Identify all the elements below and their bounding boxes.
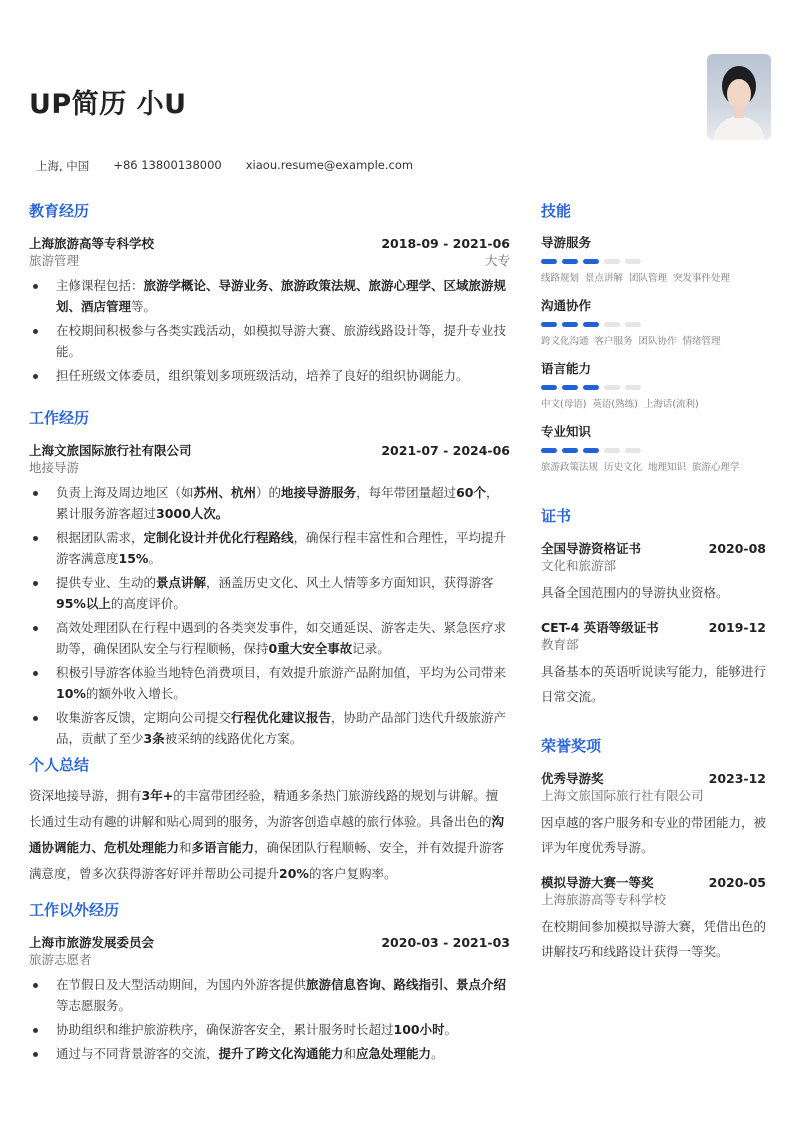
certs-section xyxy=(541,505,766,735)
skill-tag: 旅游心理学 xyxy=(692,462,740,473)
bullet-item: 积极引导游客体验当地特色消费项目，有效提升旅游产品附加值，平均为公司带来10%的额外收入增长。 xyxy=(29,662,510,704)
skill-tag: 上海话(流利) xyxy=(643,399,699,410)
section-title: 荣誉奖项 xyxy=(541,737,602,755)
level-dot xyxy=(604,385,620,390)
skill-tags xyxy=(541,459,766,473)
level-dot xyxy=(541,322,557,327)
skill-tag: 地理知识 xyxy=(648,462,687,473)
level-dot xyxy=(562,322,578,327)
level-dot xyxy=(541,259,557,264)
level-dot xyxy=(541,448,557,453)
level-dot xyxy=(625,385,641,390)
skill-tag: 历史文化 xyxy=(604,462,643,473)
skill-item xyxy=(541,298,766,347)
level-dot xyxy=(562,448,578,453)
level-dot xyxy=(604,259,620,264)
role: 旅游志愿者 xyxy=(29,952,92,967)
entry-head xyxy=(541,874,766,891)
profile-photo xyxy=(707,54,771,140)
level-dot xyxy=(562,385,578,390)
bullet-item: 根据团队需求，定制化设计并优化行程路线，确保行程丰富性和合理性，平均提升游客满意度15%。 xyxy=(29,527,510,569)
bullet-list xyxy=(29,974,510,1064)
item-issuer: 文化和旅游部 xyxy=(541,558,617,573)
level-dot xyxy=(625,322,641,327)
skill-level xyxy=(541,448,766,453)
item-date: 2020-05 xyxy=(708,875,766,890)
extra-section xyxy=(29,899,510,1064)
education-section xyxy=(29,200,510,407)
entry-sub xyxy=(29,459,510,476)
skill-tag: 景点讲解 xyxy=(585,273,624,284)
item-name: CET-4 英语等级证书 xyxy=(541,620,659,635)
skill-tag: 英语(熟练) xyxy=(592,399,638,410)
level-dot xyxy=(625,448,641,453)
level-dot xyxy=(604,448,620,453)
dates: 2021-07 - 2024-06 xyxy=(381,443,510,458)
item-issuer: 上海文旅国际旅行社有限公司 xyxy=(541,788,704,803)
entry-sub xyxy=(29,951,510,968)
award-item xyxy=(541,770,766,860)
skill-tag: 团队协作 xyxy=(638,336,677,347)
level-dot xyxy=(562,259,578,264)
role: 地接导游 xyxy=(29,460,80,475)
bullet-item: 主修课程包括：旅游学概论、导游业务、旅游政策法规、旅游心理学、区域旅游规划、酒店管理等。 xyxy=(29,275,510,317)
resume-name: UP简历 小U xyxy=(29,89,187,120)
phone: +86 13800138000 xyxy=(113,158,222,172)
skill-item xyxy=(541,235,766,284)
item-desc: 在校期间参加模拟导游大赛，凭借出色的讲解技巧和线路设计获得一等奖。 xyxy=(541,919,767,959)
level-dot xyxy=(583,385,599,390)
entry-head xyxy=(541,619,766,636)
summary-section xyxy=(29,754,510,899)
summary-text: 资深地接导游，拥有3年+的丰富带团经验，精通多条热门旅游线路的规划与讲解。擅长通过生动有趣的讲解和贴心周到的服务，为游客创造卓越的旅行体验。具备出色的沟通协调能力、危机处理能力和多语言能力，确保团队行程顺畅、安全，并有效提升游客满意度，曾多次获得游客好评并帮助公司提升20%的客户复购率。 xyxy=(29,788,505,881)
item-date: 2020-08 xyxy=(708,541,766,556)
awards-section xyxy=(541,735,766,964)
skill-name: 语言能力 xyxy=(541,361,592,376)
school-name: 上海旅游高等专科学校 xyxy=(29,236,155,251)
skill-level xyxy=(541,322,766,327)
skill-item xyxy=(541,361,766,410)
entry-head xyxy=(541,540,766,557)
skill-level xyxy=(541,259,766,264)
skill-name: 导游服务 xyxy=(541,235,592,250)
skill-tag: 跨文化沟通 xyxy=(541,336,589,347)
item-name: 模拟导游大赛一等奖 xyxy=(541,875,654,890)
section-title: 技能 xyxy=(541,202,572,220)
item-desc: 具备全国范围内的导游执业资格。 xyxy=(541,585,729,600)
dates: 2020-03 - 2021-03 xyxy=(381,935,510,950)
entry-sub xyxy=(29,252,510,269)
item-issuer: 教育部 xyxy=(541,637,579,652)
bullet-list xyxy=(29,275,510,386)
right-column xyxy=(541,200,766,978)
item-issuer: 上海旅游高等专科学校 xyxy=(541,892,667,907)
bullet-item: 负责上海及周边地区（如苏州、杭州）的地接导游服务，每年带团量超过60个，累计服务游客超过3000人次。 xyxy=(29,482,510,524)
skill-tag: 团队管理 xyxy=(629,273,668,284)
org-name: 上海市旅游发展委员会 xyxy=(29,935,155,950)
entry-head xyxy=(29,442,510,459)
item-date: 2023-12 xyxy=(708,771,766,786)
entry-head xyxy=(29,235,510,252)
skill-tag: 客户服务 xyxy=(594,336,633,347)
skill-level xyxy=(541,385,766,390)
level-dot xyxy=(583,259,599,264)
bullet-item: 在校期间积极参与各类实践活动，如模拟导游大赛、旅游线路设计等，提升专业技能。 xyxy=(29,320,510,362)
section-title: 教育经历 xyxy=(29,202,90,220)
degree: 大专 xyxy=(484,253,510,268)
level-dot xyxy=(583,448,599,453)
major: 旅游管理 xyxy=(29,253,80,268)
skill-tag: 线路规划 xyxy=(541,273,580,284)
location: 上海, 中国 xyxy=(36,159,90,173)
skill-tags xyxy=(541,333,766,347)
skill-tag: 中文(母语) xyxy=(541,399,587,410)
item-desc: 具备基本的英语听说读写能力，能够进行日常交流。 xyxy=(541,664,767,704)
section-title: 工作以外经历 xyxy=(29,901,120,919)
level-dot xyxy=(541,385,557,390)
entry-head xyxy=(29,934,510,951)
item-name: 全国导游资格证书 xyxy=(541,541,642,556)
bullet-item: 提供专业、生动的景点讲解，涵盖历史文化、风土人情等多方面知识，获得游客95%以上的高度评价。 xyxy=(29,572,510,614)
bullet-item: 收集游客反馈，定期向公司提交行程优化建议报告，协助产品部门迭代升级旅游产品，贡献了至少3条被采纳的线路优化方案。 xyxy=(29,707,510,749)
company-name: 上海文旅国际旅行社有限公司 xyxy=(29,443,192,458)
skills-section xyxy=(541,200,766,505)
bullet-item: 在节假日及大型活动期间，为国内外游客提供旅游信息咨询、路线指引、景点介绍等志愿服务。 xyxy=(29,974,510,1016)
bullet-item: 通过与不同背景游客的交流，提升了跨文化沟通能力和应急处理能力。 xyxy=(29,1043,510,1064)
level-dot xyxy=(583,322,599,327)
skill-tag: 旅游政策法规 xyxy=(541,462,599,473)
skill-name: 沟通协作 xyxy=(541,298,592,313)
cert-list xyxy=(541,540,766,709)
bullet-item: 担任班级文体委员，组织策划多项班级活动，培养了良好的组织协调能力。 xyxy=(29,365,510,386)
skill-item xyxy=(541,424,766,473)
skill-tag: 突发事件处理 xyxy=(673,273,731,284)
left-column xyxy=(29,200,510,1067)
award-list xyxy=(541,770,766,964)
dates: 2018-09 - 2021-06 xyxy=(381,236,510,251)
cert-item xyxy=(541,619,766,709)
cert-item xyxy=(541,540,766,605)
item-name: 优秀导游奖 xyxy=(541,771,604,786)
skill-name: 专业知识 xyxy=(541,424,592,439)
entry-head xyxy=(541,770,766,787)
skill-list xyxy=(541,235,766,473)
bullet-list xyxy=(29,482,510,749)
section-title: 工作经历 xyxy=(29,409,90,427)
email[interactable]: xiaou.resume@example.com xyxy=(245,158,414,172)
section-title: 个人总结 xyxy=(29,756,90,774)
bullet-item: 高效处理团队在行程中遇到的各类突发事件，如交通延误、游客走失、紧急医疗求助等，确保团队安全与行程顺畅，保持0重大安全事故记录。 xyxy=(29,617,510,659)
section-title: 证书 xyxy=(541,507,572,525)
bullet-item: 协助组织和维护旅游秩序，确保游客安全，累计服务时长超过100小时。 xyxy=(29,1019,510,1040)
item-date: 2019-12 xyxy=(708,620,766,635)
work-section xyxy=(29,407,510,754)
skill-tags xyxy=(541,270,766,284)
level-dot xyxy=(604,322,620,327)
item-desc: 因卓越的客户服务和专业的带团能力，被评为年度优秀导游。 xyxy=(541,815,767,855)
level-dot xyxy=(625,259,641,264)
award-item xyxy=(541,874,766,964)
contact-info xyxy=(36,158,413,174)
skill-tag: 情绪管理 xyxy=(682,336,721,347)
skill-tags xyxy=(541,396,766,410)
